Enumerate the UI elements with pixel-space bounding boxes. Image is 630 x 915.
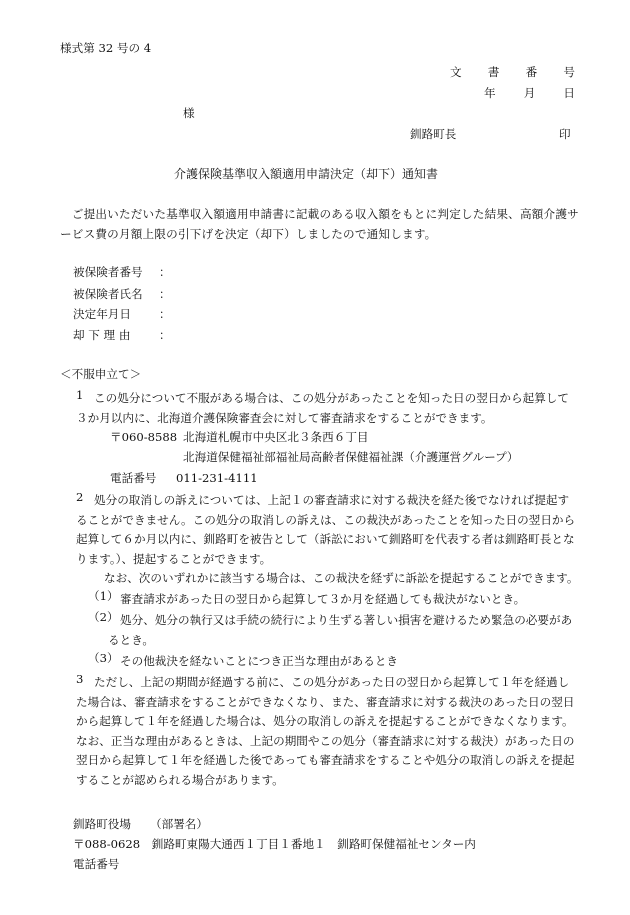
issue-date-label (484, 87, 575, 101)
item-number: 3 (76, 672, 84, 686)
doc-number-char: 文 (450, 65, 462, 79)
doc-number-char: 番 (525, 65, 538, 79)
field-colon: ： (159, 307, 171, 321)
date-char-month: 月 (523, 86, 536, 100)
appeal-item-2: 処分の取消しの訴えについては、上記１の審査請求に対する裁決を経た後でなければ提起することができません。この処分の取消しの訴えは、この裁決があったことを知った日の翌日から起算して６か月以内に、釧路町を被告として（訴訟において釧路町を代表する者は釧路町長となります。）、提起することができます。 (76, 493, 576, 566)
footer-phone-label: 電話番号 (73, 857, 120, 871)
date-char-year: 年 (484, 86, 496, 100)
field-colon: ： (159, 265, 171, 279)
field-rejection-reason (73, 329, 171, 343)
footer-office-name: 釧路町役場 (73, 817, 131, 831)
issuer-name: 釧路町長 (410, 127, 457, 141)
doc-number-char: 書 (487, 65, 500, 79)
appeal-heading: ＜不服申立て＞ (60, 367, 142, 381)
form-id: 様式第 32 号の 4 (60, 41, 152, 55)
sub-item-number: （3） (88, 651, 119, 665)
field-label: 決定年月日 (73, 307, 131, 321)
appeal-department: 北海道保健福祉部福祉局高齢者保健福祉課（介護運営グループ） (183, 450, 519, 464)
sub-item-3: その他裁決を経ないことにつき正当な理由があるとき (120, 654, 399, 668)
document-number-label (450, 66, 575, 80)
field-label: 被保険者番号 (73, 265, 143, 279)
intro-paragraph: ご提出いただいた基準収入額適用申請書に記載のある収入額をもとに判定した結果、高額介護サービス費の月額上限の引下げを決定（却下）しましたので通知します。 (60, 207, 579, 241)
addressee-suffix: 様 (183, 106, 195, 120)
doc-number-char: 号 (563, 65, 575, 79)
appeal-phone-number: 011-231-4111 (176, 471, 258, 485)
field-insured-name (73, 288, 171, 302)
item-number: 2 (76, 490, 84, 504)
seal-mark: 印 (559, 127, 571, 141)
sub-item-2: 処分、処分の執行又は手続の続行により生ずる著しい損害を避けるため緊急の必要があるとき。 (108, 613, 573, 647)
date-char-day: 日 (563, 86, 575, 100)
field-label: 被保険者氏名 (73, 287, 143, 301)
appeal-item-2-note: なお、次のいずれかに該当する場合は、この裁決を経ずに訴訟を提起することができます。 (104, 571, 579, 585)
appeal-item-3: ただし、上記の期間が経過する前に、この処分があった日の翌日から起算して１年を経過した場合は、審査請求をすることができなくなり、また、審査請求に対する裁決のあった日の翌日から起算して１年を経過した場合は、処分の取消しの訴えを提起することができなくなります。なお、正当な理由があるときは、上記の期間やこの処分（審査請求に対する裁決）があった日の翌日から起算して１年を経過した後であっても審査請求をすることや処分の取消しの訴えを提起することが認められる場合があります。 (76, 675, 575, 787)
field-insured-number (73, 266, 171, 280)
sub-item-number: （1） (88, 589, 119, 603)
appeal-address: 北海道札幌市中央区北３条西６丁目 (183, 430, 369, 444)
appeal-phone-label: 電話番号 (110, 471, 157, 485)
footer-department-placeholder: （部署名） (150, 817, 208, 831)
field-decision-date (73, 308, 171, 322)
field-colon: ： (159, 287, 171, 301)
footer-address: 〒088-0628 釧路町東陽大通西１丁目１番地１ 釧路町保健福祉センター内 (73, 837, 476, 851)
appeal-item-1: この処分について不服がある場合は、この処分があったことを知った日の翌日から起算して３か月以内に、北海道介護保険審査会に対して審査請求をすることができます。 (76, 391, 569, 425)
sub-item-1: 審査請求があった日の翌日から起算して３か月を経過しても裁決がないとき。 (120, 592, 526, 606)
appeal-postal-code: 〒060-8588 (110, 430, 178, 444)
field-colon: ： (159, 328, 171, 342)
document-title: 介護保険基準収入額適用申請決定（却下）通知書 (174, 167, 439, 181)
field-label: 却 下 理 由 (73, 328, 131, 342)
item-number: 1 (76, 388, 84, 402)
sub-item-number: （2） (88, 610, 119, 624)
